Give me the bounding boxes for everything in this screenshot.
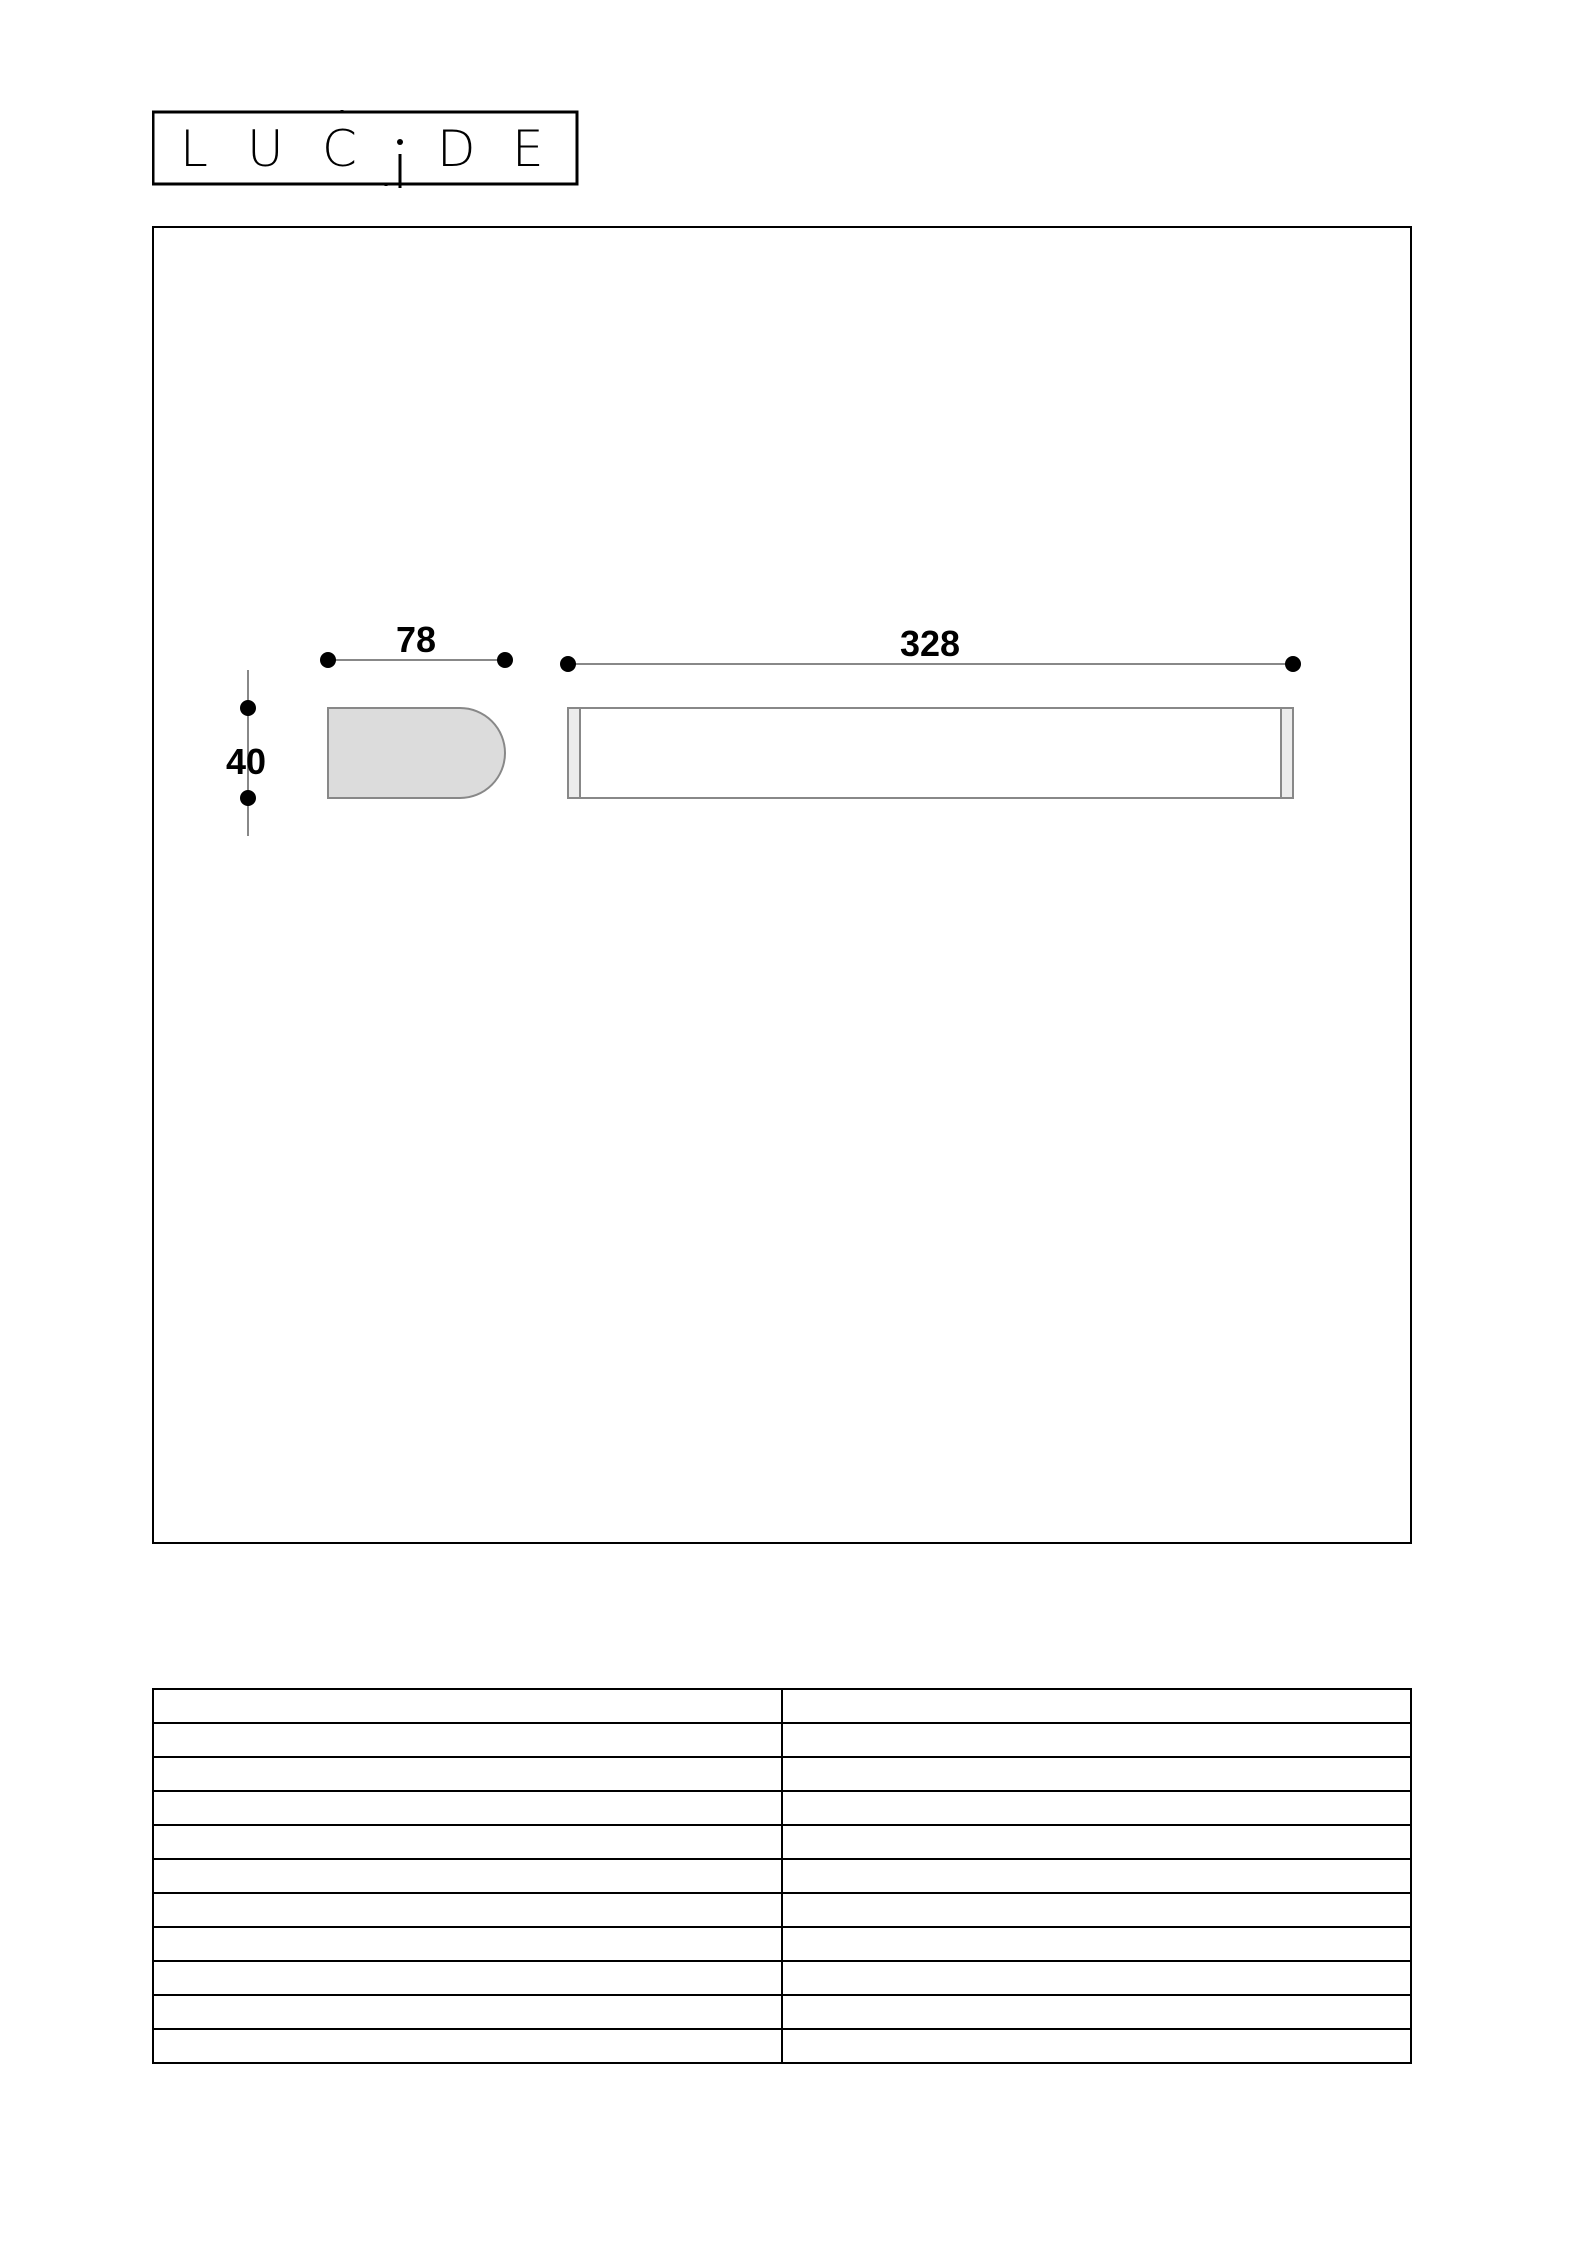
height-label: 40 — [225, 741, 267, 782]
table-row — [153, 1723, 1411, 1757]
table-row — [153, 1995, 1411, 2029]
table-cell-value — [782, 1961, 1411, 1995]
table-cell-label — [153, 1791, 782, 1825]
table-row — [153, 1961, 1411, 1995]
table-row — [153, 1927, 1411, 1961]
table-cell-label — [153, 1859, 782, 1893]
table-cell-label — [153, 1995, 782, 2029]
table-row — [153, 1689, 1411, 1723]
table-cell-value — [782, 1825, 1411, 1859]
depth-label: 78 — [395, 619, 437, 660]
table-cell-value — [782, 1689, 1411, 1723]
table-cell-value — [782, 1859, 1411, 1893]
length-label: 328 — [899, 623, 961, 664]
table-cell-value — [782, 1723, 1411, 1757]
table-row — [153, 1825, 1411, 1859]
logo-letter-c: C — [322, 120, 357, 178]
table-row — [153, 1893, 1411, 1927]
table-row — [153, 1791, 1411, 1825]
logo-letter-e: E — [512, 120, 544, 178]
table-cell-value — [782, 1791, 1411, 1825]
table-cell-value — [782, 1757, 1411, 1791]
table-cell-label — [153, 2029, 782, 2063]
lucide-logo — [152, 110, 580, 190]
table-row — [153, 2029, 1411, 2063]
logo-letter-l: L — [180, 120, 208, 178]
table-cell-label — [153, 1961, 782, 1995]
table-cell-label — [153, 1927, 782, 1961]
logo-letter-u: U — [247, 120, 284, 178]
table-cell-value — [782, 1893, 1411, 1927]
table-cell-label — [153, 1757, 782, 1791]
table-row — [153, 1757, 1411, 1791]
table-cell-label — [153, 1689, 782, 1723]
specification-table — [152, 1688, 1412, 2064]
table-cell-value — [782, 1995, 1411, 2029]
table-cell-label — [153, 1723, 782, 1757]
table-cell-value — [782, 1927, 1411, 1961]
technical-drawing-frame — [152, 226, 1412, 1544]
logo-letter-d: D — [437, 120, 476, 178]
table-cell-label — [153, 1825, 782, 1859]
table-row — [153, 1859, 1411, 1893]
table-cell-label — [153, 1893, 782, 1927]
table-cell-value — [782, 2029, 1411, 2063]
